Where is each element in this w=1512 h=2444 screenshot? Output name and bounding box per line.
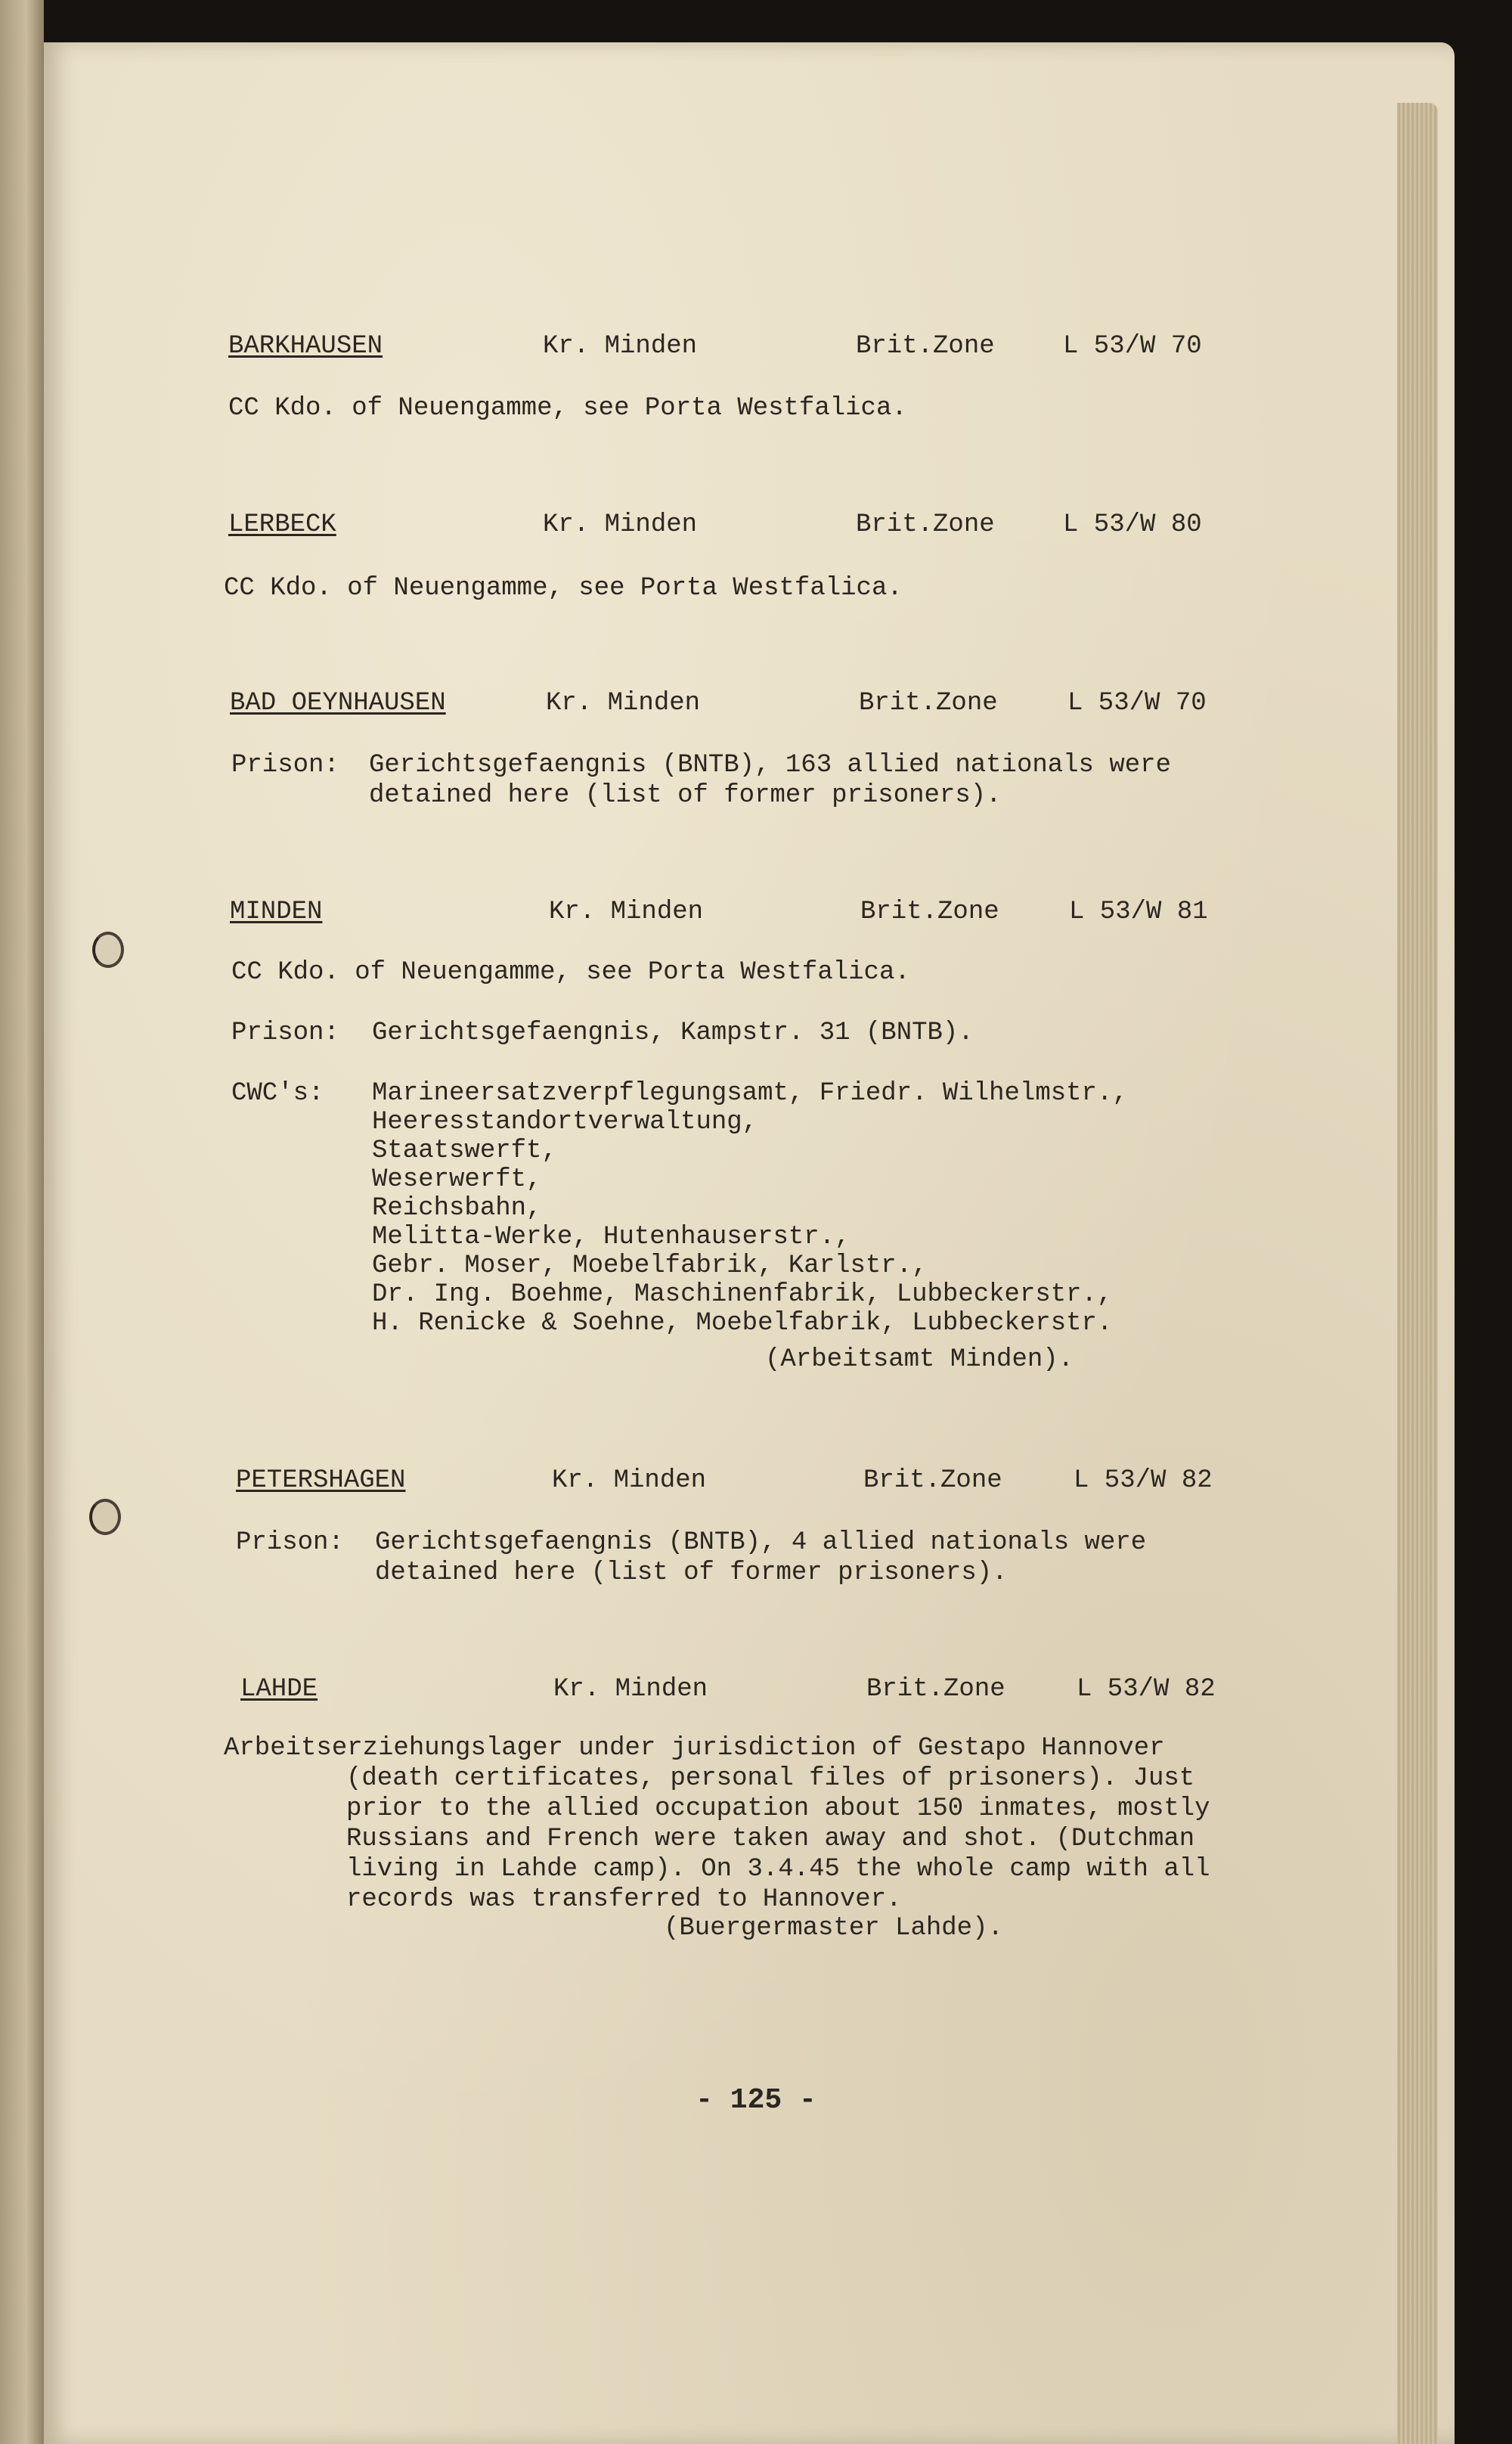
cwc-item: Dr. Ing. Boehme, Maschinenfabrik, Lubbeckerstr., <box>372 1280 1113 1309</box>
entry-text-line: detained here (list of former prisoners). <box>375 1559 1008 1587</box>
prison-text: Gerichtsgefaengnis, Kampstr. 31 (BNTB). <box>372 1019 974 1047</box>
entry-zone: Brit.Zone <box>856 332 995 361</box>
entry-map-reference: L 53/W 81 <box>1069 898 1208 926</box>
entry-map-reference: L 53/W 80 <box>1063 510 1202 539</box>
entry-zone: Brit.Zone <box>863 1466 1002 1495</box>
entry-text-line: prior to the allied occupation about 150 inmates, mostly <box>346 1794 1210 1823</box>
source-note: (Arbeitsamt Minden). <box>765 1345 1074 1374</box>
entry-district: Kr. Minden <box>546 689 701 718</box>
punch-hole-icon <box>89 1499 121 1535</box>
cwc-item: Gebr. Moser, Moebelfabrik, Karlstr., <box>372 1251 928 1280</box>
entry-text-line: Gerichtsgefaengnis (BNTB), 163 allied nationals were <box>369 751 1171 780</box>
cwc-item: Staatswerft, <box>372 1137 557 1165</box>
prison-label: Prison: <box>231 1019 339 1047</box>
cwc-item: Heeresstandortverwaltung, <box>372 1108 758 1137</box>
entry-text-line: CC Kdo. of Neuengamme, see Porta Westfalica. <box>231 958 910 987</box>
punch-hole-icon <box>92 932 124 968</box>
cwc-item: Reichsbahn, <box>372 1194 542 1223</box>
entry-text-line: (death certificates, personal files of prisoners). Just <box>346 1764 1195 1793</box>
entry-text-line: CC Kdo. of Neuengamme, see Porta Westfalica. <box>224 574 903 603</box>
entry-place-name: PETERSHAGEN <box>236 1466 406 1495</box>
cwc-item: Melitta-Werke, Hutenhauserstr., <box>372 1223 850 1251</box>
entry-text-line: living in Lahde camp). On 3.4.45 the whole camp with all <box>346 1855 1210 1884</box>
entry-district: Kr. Minden <box>553 1675 708 1704</box>
entry-zone: Brit.Zone <box>866 1675 1005 1704</box>
entry-place-name: MINDEN <box>230 898 323 926</box>
facing-page-edge <box>0 0 44 2444</box>
cwc-item: H. Renicke & Soehne, Moebelfabrik, Lubbeckerstr. <box>372 1309 1113 1338</box>
entry-place-name: BARKHAUSEN <box>228 332 383 361</box>
entry-district: Kr. Minden <box>552 1466 707 1495</box>
entry-district: Kr. Minden <box>549 898 704 926</box>
entry-zone: Brit.Zone <box>860 898 999 926</box>
entry-text-line: CC Kdo. of Neuengamme, see Porta Westfalica. <box>228 394 907 423</box>
cwc-item: Marineersatzverpflegungsamt, Friedr. Wilhelmstr., <box>372 1079 1128 1108</box>
entry-place-name: LAHDE <box>240 1675 318 1704</box>
entry-label: Prison: <box>236 1528 344 1557</box>
entry-label: Prison: <box>231 751 339 780</box>
page-number: - 125 - <box>696 2084 816 2117</box>
cwc-item: Weserwerft, <box>372 1165 542 1194</box>
entry-text-line: records was transferred to Hannover. <box>346 1885 902 1914</box>
entry-text-line: detained here (list of former prisoners). <box>369 781 1002 810</box>
entry-place-name: BAD OEYNHAUSEN <box>230 689 446 718</box>
entry-district: Kr. Minden <box>543 332 698 361</box>
cwc-label: CWC's: <box>231 1079 324 1108</box>
entry-text-line: Russians and French were taken away and shot. (Dutchman <box>346 1825 1195 1853</box>
entry-text-line: Arbeitserziehungslager under jurisdiction of Gestapo Hannover <box>224 1734 1165 1763</box>
entry-map-reference: L 53/W 70 <box>1067 689 1207 718</box>
entry-map-reference: L 53/W 70 <box>1063 332 1202 361</box>
entry-map-reference: L 53/W 82 <box>1077 1675 1216 1704</box>
entry-zone: Brit.Zone <box>859 689 998 718</box>
entry-district: Kr. Minden <box>543 510 698 539</box>
entry-place-name: LERBECK <box>228 510 336 539</box>
entry-zone: Brit.Zone <box>856 510 995 539</box>
entry-text-line: Gerichtsgefaengnis (BNTB), 4 allied nationals were <box>375 1528 1147 1557</box>
source-note: (Buergermaster Lahde). <box>664 1914 1003 1943</box>
entry-map-reference: L 53/W 82 <box>1074 1466 1213 1495</box>
